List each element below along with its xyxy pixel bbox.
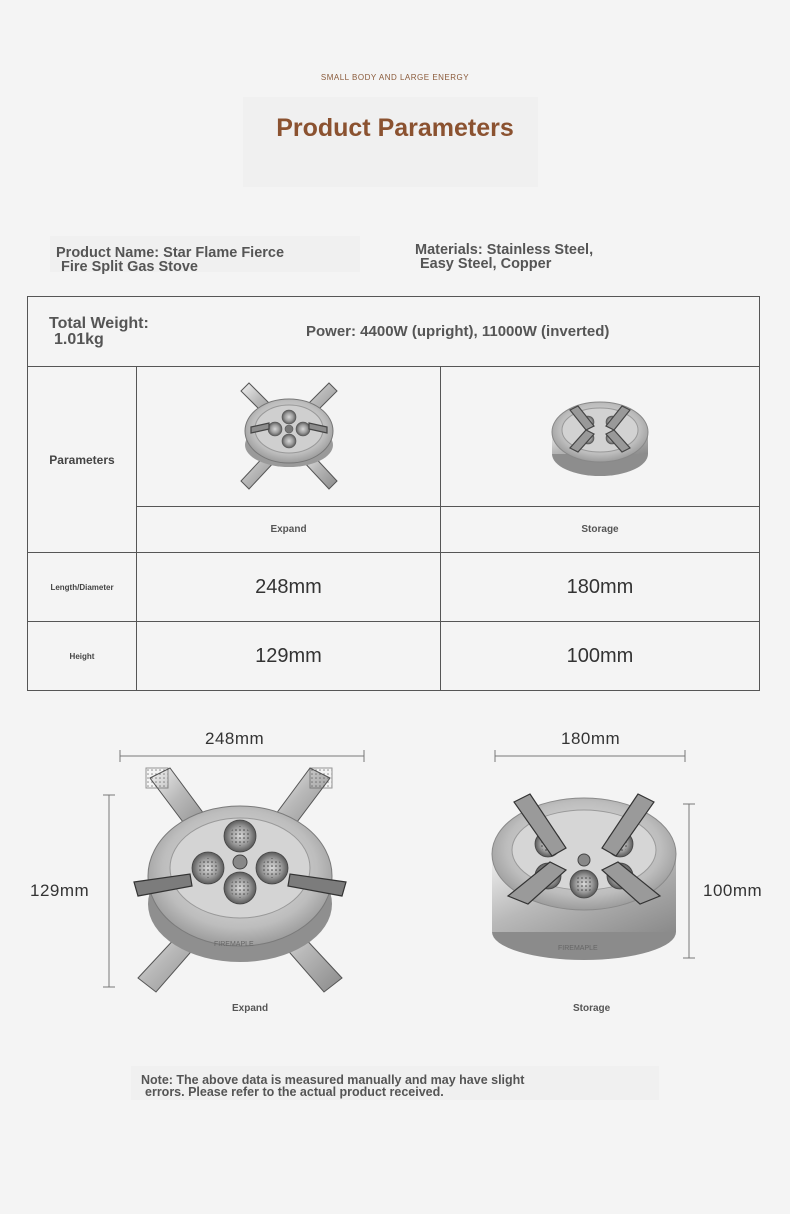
table-row <box>28 622 760 691</box>
expand-height-cell <box>137 622 441 691</box>
expand-stove-diagram <box>130 764 350 998</box>
storage-brand: FIREMAPLE <box>558 945 598 952</box>
expand-length-cell <box>137 553 441 622</box>
expand-height-line <box>101 793 117 989</box>
expand-width-line <box>118 748 368 764</box>
storage-length-value: 180mm <box>566 575 634 598</box>
height-label-cell <box>28 622 137 691</box>
expand-image-cell <box>137 367 441 507</box>
length-label-cell <box>28 553 137 622</box>
weight-line1: Total Weight: <box>49 314 149 332</box>
expand-label: Expand <box>270 524 307 535</box>
note-line1: Note: The above data is measured manually and may have slight <box>141 1073 525 1087</box>
product-name-line1: Product Name: Star Flame Fierce <box>56 245 285 261</box>
storage-height-cell <box>441 622 760 691</box>
page-title: Product Parameters <box>276 114 514 142</box>
storage-height-label: 100mm <box>703 881 763 900</box>
expand-height-value: 129mm <box>255 644 322 667</box>
tagline: SMALL BODY AND LARGE ENERGY <box>320 73 470 82</box>
parameters-table <box>27 296 760 691</box>
product-name-line2: Fire Split Gas Stove <box>61 259 198 275</box>
storage-caption: Storage <box>573 1003 611 1014</box>
expand-stove-image <box>229 369 349 499</box>
storage-length-cell <box>441 553 760 622</box>
expand-height-label: 129mm <box>30 881 90 900</box>
product-name <box>56 246 356 274</box>
length-label: Length/Diameter <box>50 582 114 592</box>
expand-label-cell <box>137 507 441 553</box>
note-line2: errors. Please refer to the actual product received. <box>145 1085 444 1099</box>
storage-stove-diagram <box>484 788 684 966</box>
table-row <box>28 507 760 553</box>
expand-caption: Expand <box>232 1003 269 1014</box>
storage-image-cell <box>441 367 760 507</box>
storage-width-line <box>493 748 689 764</box>
storage-height-value: 100mm <box>566 644 634 667</box>
table-row <box>28 367 760 507</box>
storage-label-cell <box>441 507 760 553</box>
materials-line2: Easy Steel, Copper <box>420 256 552 272</box>
weight-power-cell <box>28 297 760 367</box>
expand-length-value: 248mm <box>255 575 322 598</box>
storage-stove-image <box>545 384 655 484</box>
table-row <box>28 297 760 367</box>
expand-width-label: 248mm <box>205 729 265 748</box>
materials <box>415 243 735 271</box>
weight-line2: 1.01kg <box>54 330 104 348</box>
expand-brand: FIREMAPLE <box>214 941 254 948</box>
height-label: Height <box>69 651 95 661</box>
disclaimer-note <box>141 1074 524 1098</box>
materials-line1: Materials: Stainless Steel, <box>415 242 594 258</box>
storage-label: Storage <box>581 524 619 535</box>
parameters-label: Parameters <box>49 452 115 467</box>
total-weight <box>28 316 279 348</box>
power: Power: 4400W (upright), 11000W (inverted) <box>306 323 610 340</box>
table-row <box>28 553 760 622</box>
parameters-label-cell <box>28 367 137 553</box>
storage-width-label: 180mm <box>561 729 621 748</box>
